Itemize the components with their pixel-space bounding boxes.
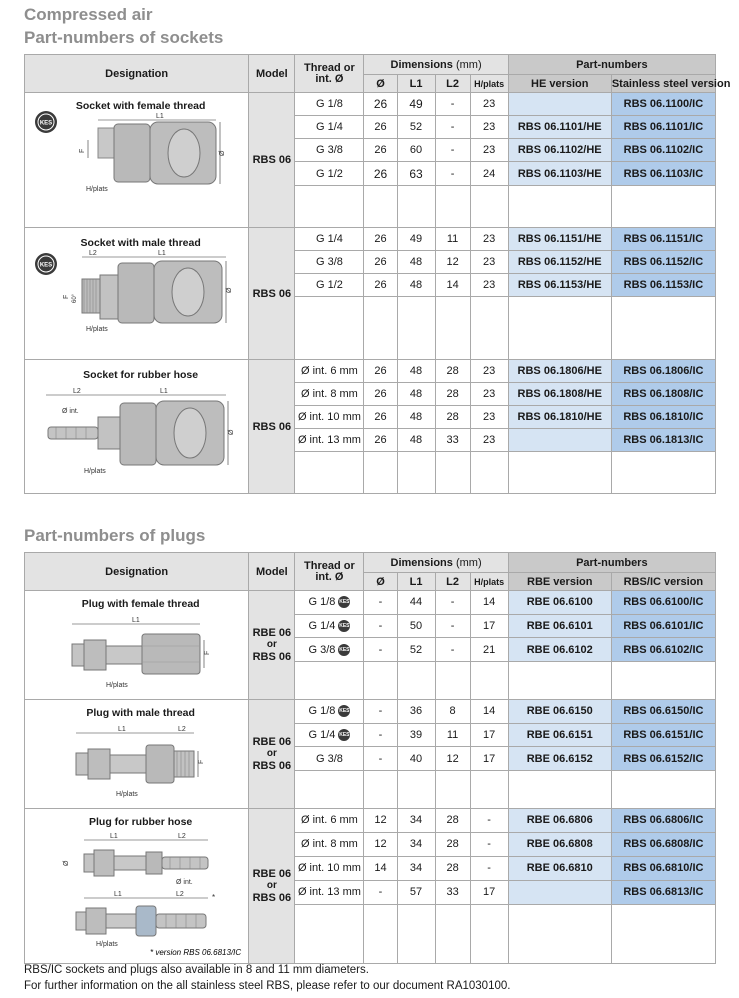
l1-cell: 40 — [397, 747, 435, 771]
thread-cell — [295, 638, 364, 662]
l2-cell: 28 — [435, 832, 470, 856]
model-cell: RBS 06 — [249, 93, 295, 228]
hplats-cell: - — [470, 809, 508, 833]
hplats-cell: 24 — [470, 162, 508, 185]
he-partnumber-cell: RBS 06.1152/HE — [508, 251, 611, 274]
rbe-partnumber-cell: RBE 06.6152 — [508, 747, 611, 771]
svg-text:* version RBS 06.6813/IC: * version RBS 06.6813/IC — [149, 948, 241, 957]
svg-text:L1: L1 — [117, 726, 126, 733]
header-thread: Thread or int. Ø — [295, 55, 364, 93]
l2-cell: 28 — [435, 360, 470, 383]
svg-text:L2: L2 — [177, 726, 186, 733]
ic-partnumber-cell: RBS 06.6808/IC — [611, 832, 715, 856]
footer-note-2: For further information on the all stainless steel RBS, please refer to our document RA1030100. — [24, 980, 511, 992]
thread-cell: G 3/8 — [295, 139, 364, 162]
d-cell: 26 — [364, 406, 397, 429]
l1-cell: 57 — [397, 880, 435, 904]
plug-female-thread-cell — [25, 591, 249, 700]
header-designation: Designation — [25, 553, 249, 591]
header-l2: L2 — [435, 573, 470, 591]
ic-partnumber-cell: RBS 06.1151/IC — [611, 228, 715, 251]
l1-cell: 48 — [397, 360, 435, 383]
hplats-cell: 23 — [470, 383, 508, 406]
d-cell: - — [364, 747, 397, 771]
l1-cell: 34 — [397, 832, 435, 856]
l2-cell: - — [435, 93, 470, 116]
model-line: RBE 06 — [252, 627, 292, 639]
l2-cell: 28 — [435, 809, 470, 833]
ic-partnumber-cell: RBS 06.6102/IC — [611, 638, 715, 662]
thread-cell — [295, 591, 364, 615]
socket-male-thread-cell — [25, 228, 249, 360]
ic-partnumber-cell: RBS 06.6813/IC — [611, 880, 715, 904]
d-cell: 26 — [364, 228, 397, 251]
kes-badge-icon: KES — [338, 596, 350, 608]
svg-text:F: F — [203, 650, 211, 655]
section-title-plugs: Part-numbers of plugs — [24, 526, 206, 545]
l2-cell: - — [435, 162, 470, 185]
l2-cell: - — [435, 139, 470, 162]
d-cell: - — [364, 591, 397, 615]
he-partnumber-cell: RBS 06.1101/HE — [508, 116, 611, 139]
socket-female-thread-title: Socket with female thread — [75, 100, 206, 112]
header-ic-version: RBS/IC version — [611, 573, 715, 591]
svg-text:60°: 60° — [71, 293, 78, 303]
l2-cell: 14 — [435, 274, 470, 297]
header-thread: Thread or int. Ø — [295, 553, 364, 591]
header-l1: L1 — [397, 573, 435, 591]
plug-male-thread-cell — [25, 700, 249, 809]
hplats-cell: 17 — [470, 614, 508, 638]
ic-partnumber-cell: RBS 06.1810/IC — [611, 406, 715, 429]
plug-rubber-hose-cell — [25, 809, 249, 964]
ic-partnumber-cell: RBS 06.1806/IC — [611, 360, 715, 383]
rbe-partnumber-cell: RBE 06.6810 — [508, 856, 611, 880]
kes-badge-icon — [35, 111, 57, 133]
svg-text:L2: L2 — [175, 891, 184, 898]
header-dimensions-unit: (mm) — [455, 556, 482, 569]
hplats-cell: 23 — [470, 139, 508, 162]
hplats-cell: 17 — [470, 723, 508, 747]
l2-cell: 28 — [435, 856, 470, 880]
d-cell: 26 — [364, 116, 397, 139]
socket-rubber-hose-cell — [25, 360, 249, 494]
hplats-cell: 23 — [470, 93, 508, 116]
d-cell: 12 — [364, 832, 397, 856]
d-cell: 14 — [364, 856, 397, 880]
model-line: or — [266, 748, 277, 759]
l2-cell: 11 — [435, 228, 470, 251]
l2-cell: 28 — [435, 406, 470, 429]
svg-text:L2: L2 — [72, 387, 81, 395]
table-row — [25, 360, 716, 383]
l2-cell: 33 — [435, 429, 470, 452]
svg-text:H/plats: H/plats — [105, 682, 128, 689]
header-dimensions-unit: (mm) — [455, 58, 482, 71]
svg-text:L1: L1 — [155, 113, 164, 120]
kes-badge-icon: KES — [338, 729, 350, 741]
header-he-version: HE version — [508, 75, 611, 93]
svg-text:Ø: Ø — [227, 429, 235, 435]
socket-male-thread-drawing — [26, 249, 248, 354]
header-partnumbers: Part-numbers — [508, 553, 715, 573]
header-dimensions — [364, 553, 508, 573]
l1-cell: 44 — [397, 591, 435, 615]
he-partnumber-cell: RBS 06.1151/HE — [508, 228, 611, 251]
thread-label: G 1/8 — [308, 596, 336, 609]
rbe-partnumber-cell: RBE 06.6100 — [508, 591, 611, 615]
l1-cell: 49 — [397, 228, 435, 251]
header-model: Model — [249, 55, 295, 93]
thread-cell: Ø int. 10 mm — [295, 856, 364, 880]
d-cell: 26 — [364, 251, 397, 274]
svg-text:L1: L1 — [113, 891, 122, 898]
thread-cell: G 1/4 — [295, 228, 364, 251]
d-cell: - — [364, 614, 397, 638]
l1-cell: 34 — [397, 856, 435, 880]
header-designation: Designation — [25, 55, 249, 93]
svg-text:Ø: Ø — [218, 150, 226, 156]
l1-cell: 48 — [397, 383, 435, 406]
table-row — [25, 228, 716, 251]
table-row — [25, 809, 716, 833]
socket-rubber-hose-drawing — [26, 381, 248, 489]
header-l1: L1 — [397, 75, 435, 93]
svg-text:KES: KES — [39, 120, 52, 127]
hplats-cell: 23 — [470, 116, 508, 139]
thread-cell: G 1/8 — [295, 93, 364, 116]
table-row — [25, 700, 716, 724]
section-title-sockets: Part-numbers of sockets — [24, 28, 224, 47]
thread-label: G 3/8 — [315, 752, 343, 765]
l1-cell: 48 — [397, 251, 435, 274]
thread-cell: G 1/4 — [295, 116, 364, 139]
table-row — [25, 93, 716, 116]
l2-cell: 33 — [435, 880, 470, 904]
thread-cell — [295, 723, 364, 747]
thread-cell: Ø int. 13 mm — [295, 880, 364, 904]
d-cell: 26 — [364, 383, 397, 406]
header-dimensions-label: Dimensions — [390, 58, 453, 71]
l2-cell: - — [435, 116, 470, 139]
header-ic-version: Stainless steel version — [611, 75, 715, 93]
d-cell: 26 — [364, 93, 397, 116]
plug-rubber-hose-title: Plug for rubber hose — [89, 816, 193, 828]
thread-cell: Ø int. 6 mm — [295, 360, 364, 383]
model-line: or — [266, 639, 277, 650]
l1-cell: 34 — [397, 809, 435, 833]
he-partnumber-cell — [508, 93, 611, 116]
ic-partnumber-cell: RBS 06.1103/IC — [611, 162, 715, 185]
thread-cell: Ø int. 6 mm — [295, 809, 364, 833]
ic-partnumber-cell: RBS 06.1808/IC — [611, 383, 715, 406]
l1-cell: 48 — [397, 406, 435, 429]
hplats-cell: 17 — [470, 747, 508, 771]
kes-badge-icon: KES — [338, 705, 350, 717]
socket-male-thread-title: Socket with male thread — [80, 237, 201, 249]
header-hplats: H/plats — [470, 573, 508, 591]
model-line: RBE 06 — [252, 868, 292, 880]
section-title-compressed-air: Compressed air — [24, 5, 153, 24]
svg-text:Ø int.: Ø int. — [61, 407, 79, 415]
kes-badge-icon — [35, 253, 57, 275]
header-d: Ø — [364, 573, 397, 591]
model-cell — [249, 700, 295, 809]
svg-text:Ø: Ø — [225, 287, 233, 293]
he-partnumber-cell: RBS 06.1103/HE — [508, 162, 611, 185]
hplats-cell: - — [470, 832, 508, 856]
rbe-partnumber-cell: RBE 06.6808 — [508, 832, 611, 856]
model-cell — [249, 591, 295, 700]
l2-cell: - — [435, 591, 470, 615]
hplats-cell: 23 — [470, 228, 508, 251]
he-partnumber-cell: RBS 06.1808/HE — [508, 383, 611, 406]
svg-text:Ø: Ø — [62, 860, 70, 866]
thread-label: G 3/8 — [308, 643, 336, 656]
hplats-cell: 23 — [470, 274, 508, 297]
table-row — [25, 591, 716, 615]
l2-cell: 12 — [435, 747, 470, 771]
header-partnumbers: Part-numbers — [508, 55, 715, 75]
plugs-table — [24, 552, 716, 964]
header-l2: L2 — [435, 75, 470, 93]
rbe-partnumber-cell: RBE 06.6101 — [508, 614, 611, 638]
l1-cell: 63 — [397, 162, 435, 185]
l2-cell: - — [435, 638, 470, 662]
model-line: RBS 06 — [252, 892, 292, 904]
thread-cell: Ø int. 10 mm — [295, 406, 364, 429]
kes-badge-icon: KES — [338, 620, 350, 632]
thread-cell: Ø int. 8 mm — [295, 832, 364, 856]
svg-text:F: F — [62, 294, 70, 299]
he-partnumber-cell: RBS 06.1153/HE — [508, 274, 611, 297]
l1-cell: 36 — [397, 700, 435, 724]
hplats-cell: 23 — [470, 406, 508, 429]
l1-cell: 39 — [397, 723, 435, 747]
svg-text:H/plats: H/plats — [95, 941, 118, 948]
hplats-cell: 14 — [470, 591, 508, 615]
sockets-table — [24, 54, 731, 494]
model-line: RBS 06 — [252, 760, 292, 772]
ic-partnumber-cell: RBS 06.6100/IC — [611, 591, 715, 615]
plug-male-thread-drawing — [26, 719, 248, 805]
plug-rubber-hose-drawing — [26, 828, 248, 960]
l2-cell: 12 — [435, 251, 470, 274]
rbe-partnumber-cell — [508, 880, 611, 904]
header-d: Ø — [364, 75, 397, 93]
model-line: RBS 06 — [252, 651, 292, 663]
hplats-cell: 23 — [470, 251, 508, 274]
thread-cell — [295, 700, 364, 724]
l1-cell: 49 — [397, 93, 435, 116]
he-partnumber-cell — [508, 429, 611, 452]
hplats-cell: 21 — [470, 638, 508, 662]
socket-female-thread-drawing — [26, 112, 248, 224]
svg-text:F: F — [197, 759, 205, 764]
ic-partnumber-cell: RBS 06.6101/IC — [611, 614, 715, 638]
svg-text:KES: KES — [39, 262, 52, 269]
hplats-cell: 14 — [470, 700, 508, 724]
d-cell: 26 — [364, 162, 397, 185]
thread-cell: G 1/2 — [295, 162, 364, 185]
kes-badge-icon: KES — [338, 644, 350, 656]
he-partnumber-cell: RBS 06.1102/HE — [508, 139, 611, 162]
svg-text:L1: L1 — [159, 387, 168, 395]
header-dimensions — [364, 55, 508, 75]
hplats-cell: 23 — [470, 429, 508, 452]
thread-cell — [295, 614, 364, 638]
d-cell: 12 — [364, 809, 397, 833]
header-hplats: H/plats — [470, 75, 508, 93]
svg-text:H/plats: H/plats — [85, 186, 108, 193]
header-model: Model — [249, 553, 295, 591]
thread-cell: Ø int. 8 mm — [295, 383, 364, 406]
thread-label: G 1/8 — [308, 705, 336, 718]
svg-text:F: F — [78, 148, 86, 153]
svg-text:L2: L2 — [177, 833, 186, 840]
svg-text:H/plats: H/plats — [115, 791, 138, 798]
l1-cell: 48 — [397, 274, 435, 297]
d-cell: 26 — [364, 360, 397, 383]
svg-text:H/plats: H/plats — [85, 326, 108, 333]
ic-partnumber-cell: RBS 06.1100/IC — [611, 93, 715, 116]
he-partnumber-cell: RBS 06.1806/HE — [508, 360, 611, 383]
l2-cell: - — [435, 614, 470, 638]
ic-partnumber-cell: RBS 06.1153/IC — [611, 274, 715, 297]
plug-male-thread-title: Plug with male thread — [86, 707, 195, 719]
d-cell: - — [364, 638, 397, 662]
l1-cell: 60 — [397, 139, 435, 162]
socket-female-thread-cell — [25, 93, 249, 228]
ic-partnumber-cell: RBS 06.1813/IC — [611, 429, 715, 452]
ic-partnumber-cell: RBS 06.6152/IC — [611, 747, 715, 771]
thread-cell — [295, 747, 364, 771]
model-line: or — [266, 880, 277, 891]
thread-label: G 1/4 — [308, 728, 336, 741]
thread-label: G 1/4 — [308, 619, 336, 632]
header-dimensions-label: Dimensions — [390, 556, 453, 569]
rbe-partnumber-cell: RBE 06.6150 — [508, 700, 611, 724]
svg-text:L1: L1 — [131, 617, 140, 624]
d-cell: - — [364, 723, 397, 747]
d-cell: - — [364, 700, 397, 724]
rbe-partnumber-cell: RBE 06.6102 — [508, 638, 611, 662]
d-cell: - — [364, 880, 397, 904]
l2-cell: 28 — [435, 383, 470, 406]
thread-cell: Ø int. 13 mm — [295, 429, 364, 452]
hplats-cell: 17 — [470, 880, 508, 904]
l2-cell: 8 — [435, 700, 470, 724]
l1-cell: 50 — [397, 614, 435, 638]
footer-note-1: RBS/IC sockets and plugs also available in 8 and 11 mm diameters. — [24, 964, 369, 976]
rbe-partnumber-cell: RBE 06.6151 — [508, 723, 611, 747]
ic-partnumber-cell: RBS 06.1102/IC — [611, 139, 715, 162]
ic-partnumber-cell: RBS 06.6151/IC — [611, 723, 715, 747]
svg-text:L1: L1 — [157, 250, 166, 257]
plug-female-thread-title: Plug with female thread — [81, 598, 200, 610]
svg-text:L1: L1 — [109, 833, 118, 840]
rbe-partnumber-cell: RBE 06.6806 — [508, 809, 611, 833]
ic-partnumber-cell: RBS 06.6150/IC — [611, 700, 715, 724]
model-cell — [249, 809, 295, 964]
thread-cell: G 1/2 — [295, 274, 364, 297]
l2-cell: 11 — [435, 723, 470, 747]
ic-partnumber-cell: RBS 06.1101/IC — [611, 116, 715, 139]
he-partnumber-cell: RBS 06.1810/HE — [508, 406, 611, 429]
l1-cell: 52 — [397, 116, 435, 139]
thread-cell: G 3/8 — [295, 251, 364, 274]
svg-text:L2: L2 — [88, 250, 97, 257]
hplats-cell: - — [470, 856, 508, 880]
hplats-cell: 23 — [470, 360, 508, 383]
d-cell: 26 — [364, 139, 397, 162]
svg-text:H/plats: H/plats — [83, 467, 106, 475]
header-rbe-version: RBE version — [508, 573, 611, 591]
d-cell: 26 — [364, 429, 397, 452]
ic-partnumber-cell: RBS 06.6806/IC — [611, 809, 715, 833]
socket-rubber-hose-title: Socket for rubber hose — [83, 368, 199, 381]
ic-partnumber-cell: RBS 06.6810/IC — [611, 856, 715, 880]
l1-cell: 52 — [397, 638, 435, 662]
model-cell: RBS 06 — [249, 360, 295, 494]
model-line: RBE 06 — [252, 736, 292, 748]
svg-text:Ø int.: Ø int. — [175, 879, 193, 886]
plug-female-thread-drawing — [26, 610, 248, 696]
model-cell: RBS 06 — [249, 228, 295, 360]
l1-cell: 48 — [397, 429, 435, 452]
d-cell: 26 — [364, 274, 397, 297]
ic-partnumber-cell: RBS 06.1152/IC — [611, 251, 715, 274]
svg-text:*: * — [211, 893, 215, 902]
